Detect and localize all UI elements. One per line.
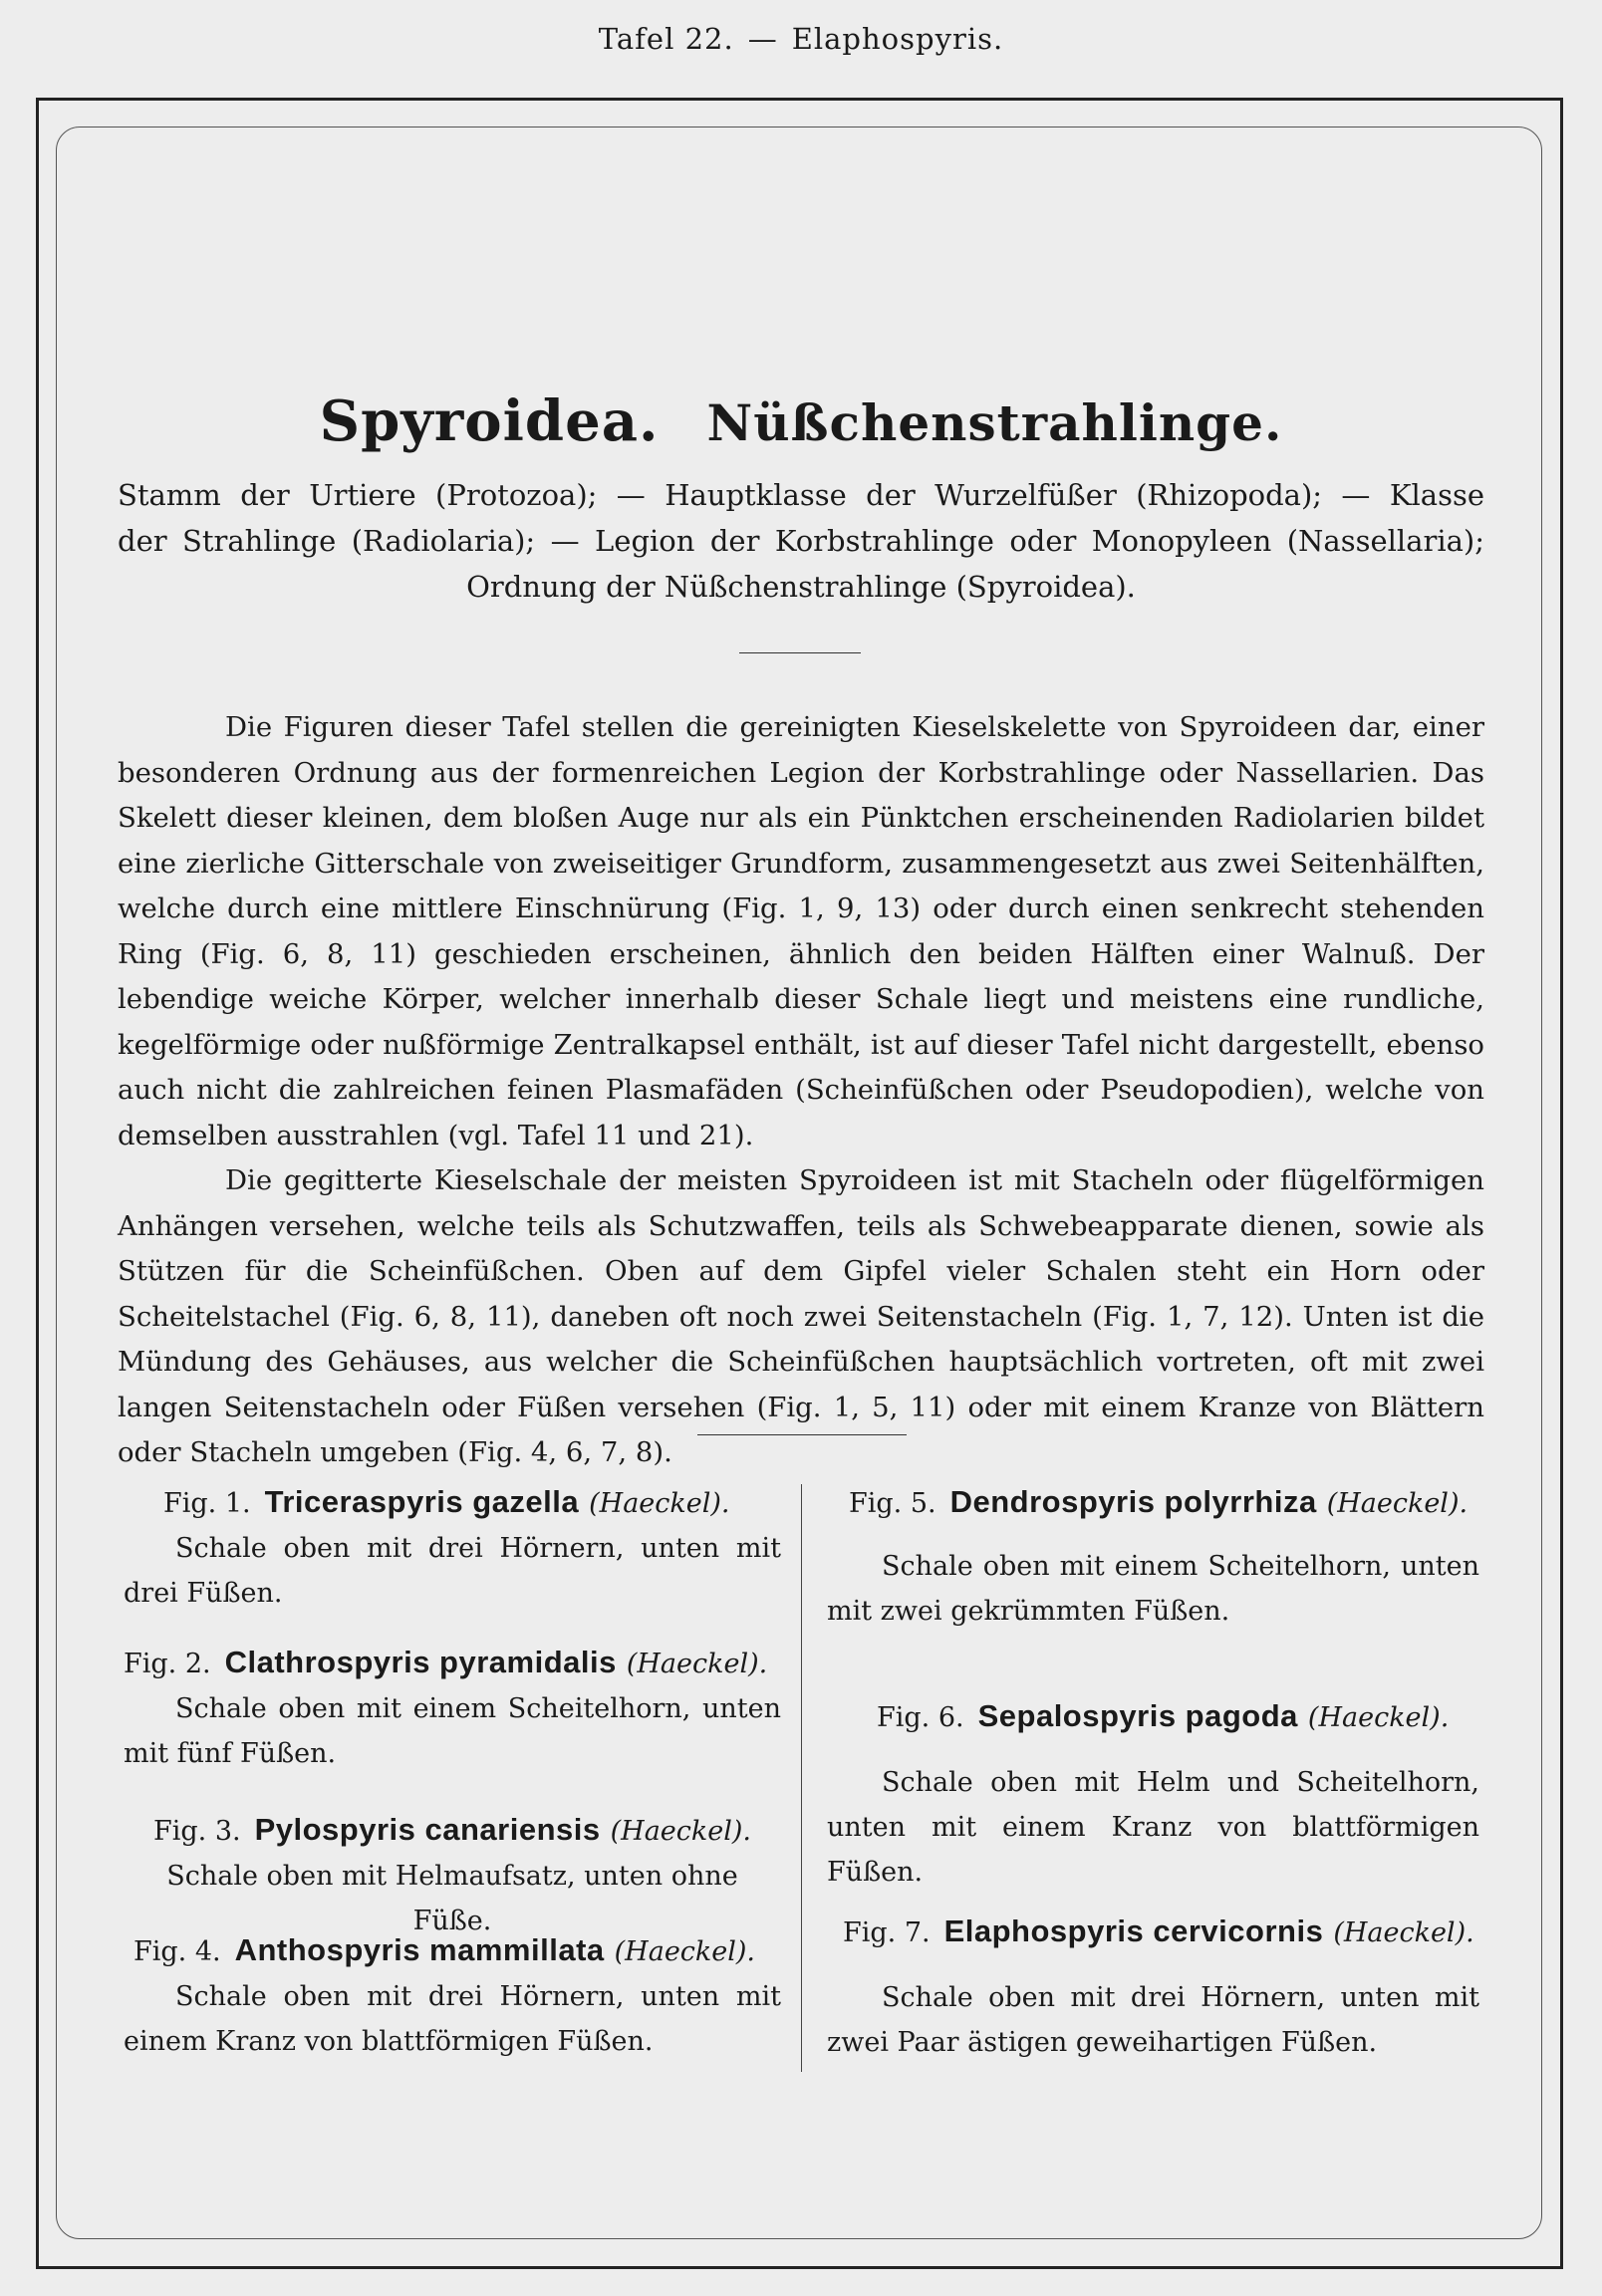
- figure-label: Fig. 5.: [849, 1488, 936, 1519]
- figure-description: Schale oben mit Helmaufsatz, unten ohne Füße.: [166, 1861, 738, 1936]
- figure-entry: [124, 1640, 781, 1776]
- figure-label: Fig. 1.: [163, 1488, 251, 1519]
- figure-heading: [124, 1640, 781, 1686]
- species-name: Elaphospyris cervicornis: [943, 1913, 1324, 1948]
- classification-line: Stamm der Urtiere (Protozoa); — Hauptklasse der Wurzelfüßer (Rhizopoda); — Klasse: [118, 478, 1484, 512]
- running-head-separator: —: [747, 22, 778, 56]
- figure-heading: [827, 1693, 1479, 1740]
- figure-heading: [124, 1479, 781, 1526]
- figure-label: Fig. 3.: [153, 1816, 241, 1847]
- figure-entry: [827, 1479, 1479, 1634]
- author-name: (Haeckel).: [589, 1488, 730, 1519]
- author-name: (Haeckel).: [626, 1649, 768, 1679]
- figure-description: Schale oben mit Helm und Scheitelhorn, unten mit einem Kranz von blattförmigen Füßen.: [827, 1767, 1479, 1888]
- figure-heading: [124, 1927, 781, 1974]
- figure-entry: [827, 1909, 1479, 2065]
- figure-label: Fig. 6.: [877, 1702, 964, 1733]
- classification-block: [118, 472, 1484, 610]
- author-name: (Haeckel).: [614, 1936, 756, 1967]
- species-name: Triceraspyris gazella: [264, 1484, 580, 1519]
- figure-entry: [124, 1479, 781, 1616]
- classification-line: der Strahlinge (Radiolaria); — Legion der Korbstrahlinge oder Monopyleen (Nassellaria);: [118, 524, 1484, 558]
- figure-heading: [124, 1807, 781, 1854]
- plate-number: Tafel 22.: [598, 22, 734, 56]
- short-rule: [739, 652, 861, 653]
- section-rule: [697, 1434, 907, 1435]
- species-name: Pylospyris canariensis: [254, 1812, 601, 1847]
- author-name: (Haeckel).: [1333, 1917, 1474, 1948]
- author-name: (Haeckel).: [1307, 1702, 1450, 1733]
- running-head: [0, 22, 1602, 56]
- species-name: Clathrospyris pyramidalis: [224, 1645, 617, 1679]
- author-name: (Haeckel).: [610, 1816, 751, 1847]
- genus-name: Elaphospyris.: [791, 22, 1004, 56]
- classification-line: Ordnung der Nüßchenstrahlinge (Spyroidea).: [466, 570, 1136, 604]
- column-divider: [801, 1484, 802, 2072]
- figure-description: Schale oben mit einem Scheitelhorn, unten mit fünf Füßen.: [124, 1693, 781, 1769]
- title-german: Nüßchenstrahlinge.: [706, 393, 1283, 452]
- figure-label: Fig. 7.: [843, 1917, 931, 1948]
- figure-entry: [124, 1807, 781, 1943]
- figure-label: Fig. 4.: [134, 1936, 221, 1967]
- body-text: [118, 705, 1484, 1476]
- figure-label: Fig. 2.: [124, 1649, 211, 1679]
- figure-heading: [827, 1479, 1479, 1526]
- body-paragraph: Die Figuren dieser Tafel stellen die gereinigten Kieselskelette von Spyroideen dar, einer besonderen Ordnung aus der formenreichen Legion der Korbstrahlinge oder Nassellarien. Das Skelett dieser kleinen, dem bloßen Auge nur als ein Pünktchen erscheinenden Radiolarien bildet eine zierliche Gitterschale von zweiseitiger Grundform, zusammengesetzt aus zwei Seitenhälften, welche durch eine mittlere Einschnürung (Fig. 1, 9, 13) oder durch einen senkrecht stehenden Ring (Fig. 6, 8, 11) geschieden erscheinen, ähnlich den beiden Hälften einer Walnuß. Der lebendige weiche Körper, welcher innerhalb dieser Schale liegt und meistens eine rundliche, kegelförmige oder nußförmige Zentralkapsel enthält, ist auf dieser Tafel nicht dargestellt, ebenso auch nicht die zahlreichen feinen Plasmafäden (Scheinfüßchen oder Pseudopodien), welche von demselben ausstrahlen (vgl. Tafel 11 und 21).: [118, 711, 1484, 1151]
- figure-entry: [827, 1693, 1479, 1895]
- species-name: Sepalospyris pagoda: [977, 1698, 1298, 1733]
- title-latin: Spyroidea.: [319, 388, 660, 454]
- figure-description: Schale oben mit drei Hörnern, unten mit zwei Paar ästigen geweihartigen Füßen.: [827, 1982, 1479, 2058]
- page-title: [0, 388, 1602, 454]
- figure-heading: [827, 1909, 1479, 1955]
- species-name: Anthospyris mammillata: [234, 1932, 605, 1967]
- author-name: (Haeckel).: [1326, 1488, 1468, 1519]
- figure-description: Schale oben mit drei Hörnern, unten mit drei Füßen.: [124, 1533, 781, 1609]
- figure-description: Schale oben mit einem Scheitelhorn, unten mit zwei gekrümmten Füßen.: [827, 1551, 1479, 1627]
- figure-entry: [124, 1927, 781, 2064]
- body-paragraph: Die gegitterte Kieselschale der meisten Spyroideen ist mit Stacheln oder flügelförmigen Anhängen versehen, welche teils als Schutzwaffen, teils als Schwebeapparate dienen, sowie als Stützen für die Scheinfüßchen. Oben auf dem Gipfel vieler Schalen steht ein Horn oder Scheitelstachel (Fig. 6, 8, 11), daneben oft noch zwei Seitenstacheln (Fig. 1, 7, 12). Unten ist die Mündung des Gehäuses, aus welcher die Scheinfüßchen hauptsächlich vortreten, oft mit zwei langen Seitenstacheln oder Füßen versehen (Fig. 1, 5, 11) oder mit einem Kranze von Blättern oder Stacheln umgeben (Fig. 4, 6, 7, 8).: [118, 1164, 1484, 1468]
- species-name: Dendrospyris polyrrhiza: [949, 1484, 1317, 1519]
- figure-description: Schale oben mit drei Hörnern, unten mit einem Kranz von blattförmigen Füßen.: [124, 1981, 781, 2057]
